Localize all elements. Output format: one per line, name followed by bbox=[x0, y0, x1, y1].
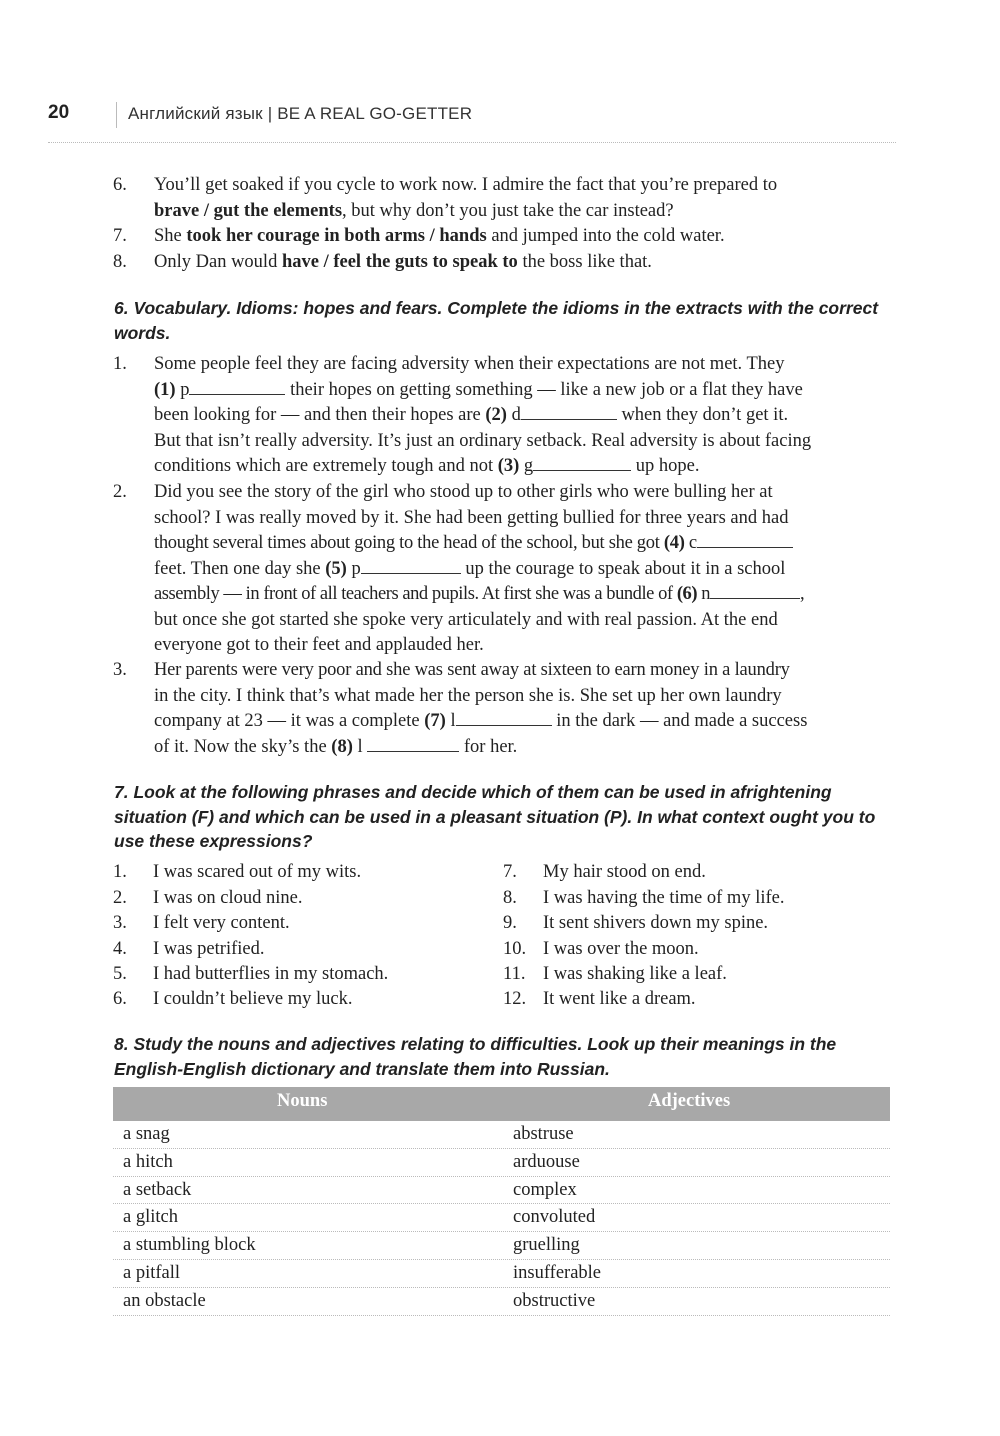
book-title: Английский язык | BE A REAL GO-GETTER bbox=[128, 104, 473, 123]
item-text: and jumped into the cold water. bbox=[486, 226, 725, 246]
item-number: 6. bbox=[113, 989, 127, 1009]
answer-blank[interactable] bbox=[697, 531, 793, 548]
phrase-text: My hair stood on end. bbox=[543, 862, 706, 882]
item-number: 8. bbox=[113, 252, 127, 272]
header-rule bbox=[48, 142, 896, 143]
item-number: 7. bbox=[113, 226, 127, 246]
table-row bbox=[113, 1121, 890, 1149]
item-text: , but why don’t you just take the car instead? bbox=[342, 200, 674, 221]
header-separator bbox=[116, 102, 117, 128]
page-number: 20 bbox=[48, 102, 70, 123]
extract-text: conditions which are extremely tough and not bbox=[154, 456, 494, 476]
gap-number: (2) bbox=[485, 405, 507, 425]
task-7-heading: 7. Look at the following phrases and decide which of them can be used in afrightening situation (F) and which can be used in a pleasant situation (P). In what context ought you to use these expressions? bbox=[114, 782, 876, 851]
extract-text: their hopes on getting something — like a new job or a flat they have bbox=[290, 379, 803, 400]
noun-cell: a snag bbox=[123, 1124, 170, 1144]
table-row bbox=[113, 1232, 890, 1260]
gap-number: (6) bbox=[676, 584, 698, 604]
table-row bbox=[113, 1288, 890, 1316]
noun-cell: a pitfall bbox=[123, 1262, 181, 1283]
table-header bbox=[113, 1087, 890, 1121]
item-number: 2. bbox=[113, 888, 127, 908]
extract-text: But that isn’t really adversity. It’s just an ordinary setback. Real adversity is about facing bbox=[154, 430, 812, 451]
extract-text: but once she got started she spoke very articulately and with real passion. At the end bbox=[154, 609, 778, 630]
answer-blank[interactable] bbox=[367, 735, 459, 752]
extract-text: feet. Then one day she bbox=[154, 558, 321, 579]
extract-text: up the courage to speak about it in a school bbox=[465, 558, 786, 579]
noun-cell: a setback bbox=[123, 1179, 192, 1200]
item-number: 10. bbox=[503, 939, 527, 959]
table-row bbox=[113, 1260, 890, 1288]
item-number: 1. bbox=[113, 862, 127, 882]
item-number: 5. bbox=[113, 964, 127, 984]
item-text: She bbox=[154, 226, 187, 246]
item-number: 2. bbox=[113, 482, 127, 502]
item-number: 9. bbox=[503, 913, 517, 933]
task-6-heading: 6. Vocabulary. Idioms: hopes and fears. Complete the idioms in the extracts with the correct words. bbox=[114, 298, 879, 343]
answer-blank[interactable] bbox=[189, 378, 285, 395]
gap-letter: p bbox=[351, 558, 361, 579]
gap-letter: c bbox=[688, 533, 697, 553]
adjective-cell: complex bbox=[513, 1179, 577, 1200]
item-number: 12. bbox=[503, 989, 527, 1009]
item-number: 1. bbox=[113, 354, 127, 374]
task-8-heading: 8. Study the nouns and adjectives relating to difficulties. Look up their meanings in the English-English dictionary and translate them into Russian. bbox=[114, 1034, 837, 1079]
item-text: the boss like that. bbox=[517, 252, 652, 272]
idiom-bold: brave / gut the elements bbox=[154, 200, 343, 221]
item-text: You’ll get soaked if you cycle to work now. I admire the fact that you’re prepared to bbox=[154, 175, 778, 195]
table-row bbox=[113, 1149, 890, 1177]
answer-blank[interactable] bbox=[361, 557, 461, 574]
extract-text: up hope. bbox=[635, 456, 700, 476]
phrase-text: I was having the time of my life. bbox=[543, 888, 785, 908]
adjective-cell: insufferable bbox=[513, 1262, 602, 1283]
phrase-text: I was over the moon. bbox=[543, 939, 699, 959]
item-number: 4. bbox=[113, 939, 127, 959]
item-text: Only Dan would bbox=[154, 252, 282, 272]
gap-letter: g bbox=[523, 456, 534, 476]
gap-number: (8) bbox=[331, 736, 353, 757]
extract-text: assembly — in front of all teachers and pupils. At first she was a bundle of bbox=[154, 584, 673, 604]
answer-blank[interactable] bbox=[521, 403, 617, 420]
phrase-text: I was on cloud nine. bbox=[153, 888, 303, 908]
extract-text: in the dark — and made a success bbox=[556, 711, 808, 731]
extract-text: Some people feel they are facing adversity when their expectations are not met. They bbox=[154, 354, 785, 374]
adjective-cell: arduouse bbox=[513, 1151, 580, 1172]
answer-blank[interactable] bbox=[533, 454, 631, 471]
gap-number: (3) bbox=[497, 456, 520, 476]
gap-letter: l bbox=[357, 736, 363, 757]
gap-letter: d bbox=[511, 405, 521, 425]
phrase-text: I felt very content. bbox=[153, 913, 290, 933]
adjective-cell: abstruse bbox=[513, 1124, 574, 1144]
phrase-text: I was shaking like a leaf. bbox=[543, 964, 727, 984]
extract-text: Did you see the story of the girl who stood up to other girls who were bulling her at bbox=[154, 482, 773, 502]
adjective-cell: gruelling bbox=[513, 1235, 580, 1256]
extract-text: when they don’t get it. bbox=[621, 405, 789, 425]
vocabulary-table bbox=[113, 1087, 890, 1316]
answer-blank[interactable] bbox=[710, 582, 800, 599]
item-number: 11. bbox=[503, 964, 526, 984]
gap-number: (4) bbox=[663, 533, 685, 553]
extract-text: thought several times about going to the head of the school, but she got bbox=[154, 533, 660, 553]
noun-cell: a glitch bbox=[123, 1207, 178, 1228]
gap-letter: n bbox=[701, 584, 711, 604]
noun-cell: an obstacle bbox=[123, 1290, 206, 1311]
extract-text: in the city. I think that’s what made her the person she is. She set up her own laundry bbox=[154, 685, 782, 706]
phrase-text: I was petrified. bbox=[153, 939, 265, 959]
extract-text: Her parents were very poor and she was sent away at sixteen to earn money in a laundry bbox=[154, 660, 790, 680]
gap-number: (1) bbox=[154, 379, 176, 400]
phrase-text: It went like a dream. bbox=[543, 989, 696, 1009]
adjective-cell: convoluted bbox=[513, 1207, 596, 1228]
item-number: 3. bbox=[113, 913, 127, 933]
item-number: 8. bbox=[503, 888, 517, 908]
item-number: 3. bbox=[113, 660, 127, 680]
extract-text: , bbox=[800, 584, 805, 604]
phrase-text: It sent shivers down my spine. bbox=[543, 913, 769, 933]
extract-text: school? I was really moved by it. She had been getting bullied for three years and had bbox=[154, 507, 789, 528]
extract-text: of it. Now the sky’s the bbox=[154, 736, 327, 757]
noun-cell: a hitch bbox=[123, 1151, 173, 1172]
noun-cell: a stumbling block bbox=[123, 1235, 256, 1256]
gap-number: (5) bbox=[325, 558, 347, 579]
phrase-text: I had butterflies in my stomach. bbox=[153, 964, 389, 984]
item-number: 7. bbox=[503, 862, 517, 882]
phrase-text: I was scared out of my wits. bbox=[153, 862, 362, 882]
nouns-header: Nouns bbox=[277, 1091, 328, 1111]
extract-text: company at 23 — it was a complete bbox=[154, 711, 420, 731]
extract-text: everyone got to their feet and applauded her. bbox=[154, 635, 484, 655]
page-header bbox=[48, 102, 908, 142]
extract-text: been looking for — and then their hopes are bbox=[154, 405, 481, 425]
adjective-cell: obstructive bbox=[513, 1290, 596, 1311]
idiom-bold: have / feel the guts to speak to bbox=[281, 252, 518, 272]
extract-text: for her. bbox=[463, 736, 518, 757]
table-row bbox=[113, 1204, 890, 1232]
gap-letter: p bbox=[180, 379, 190, 400]
phrase-text: I couldn’t believe my luck. bbox=[153, 989, 353, 1009]
adjectives-header: Adjectives bbox=[648, 1091, 731, 1111]
item-number: 6. bbox=[113, 175, 127, 195]
gap-number: (7) bbox=[424, 711, 446, 731]
gap-letter: l bbox=[450, 711, 456, 731]
idiom-bold: took her courage in both arms / hands bbox=[186, 226, 487, 246]
answer-blank[interactable] bbox=[456, 709, 552, 726]
table-row bbox=[113, 1177, 890, 1205]
